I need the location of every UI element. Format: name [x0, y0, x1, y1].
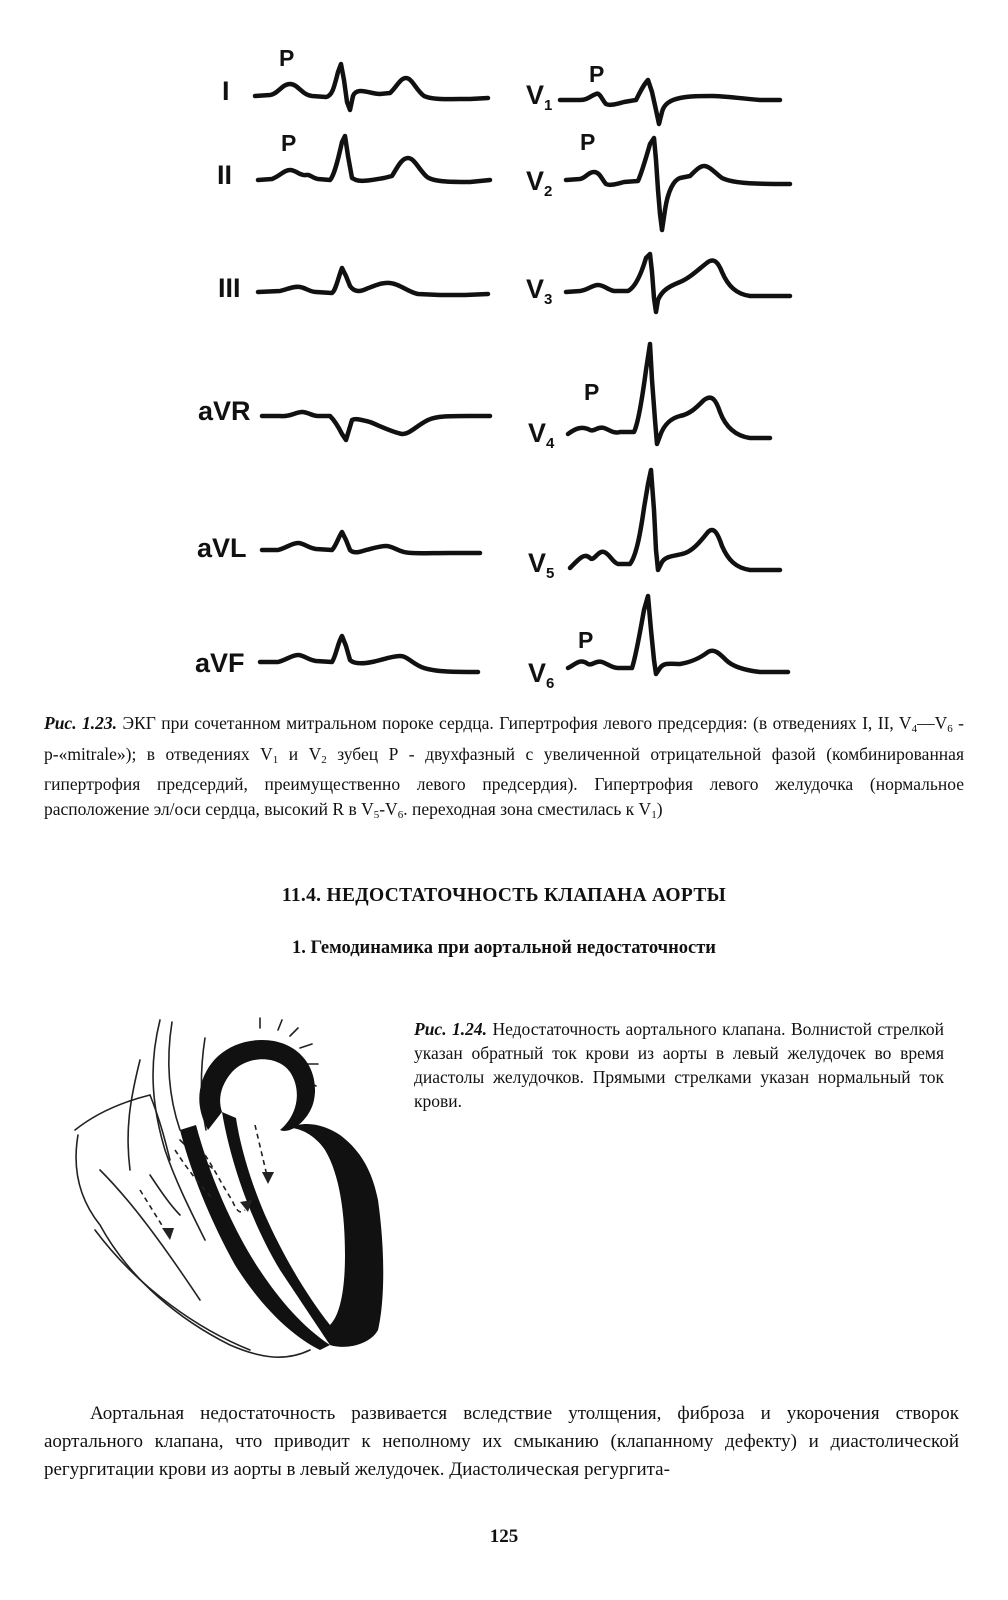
- ecg-trace-V6: [568, 596, 788, 674]
- p-wave-label-II: P: [281, 130, 297, 156]
- ecg-trace-V3: [566, 254, 790, 312]
- lead-label-aVF: aVF: [195, 648, 245, 678]
- lead-label-V6: $V_6$: [528, 658, 555, 692]
- ecg-trace-aVF: [260, 636, 478, 672]
- lead-label-I: I: [222, 76, 230, 106]
- ecg-trace-V4: [568, 344, 770, 444]
- lead-label-aVL: aVL: [197, 533, 247, 563]
- aortic-insufficiency-heart-illustration: [60, 1010, 400, 1380]
- lead-label-III: III: [218, 273, 241, 303]
- page-number: 125: [489, 1526, 519, 1547]
- lead-label-V4: $V_4$: [528, 418, 555, 452]
- lead-label-V2: $V_2$: [526, 166, 553, 200]
- ecg-trace-aVL: [262, 532, 480, 553]
- ecg-trace-V5: [570, 470, 780, 570]
- lead-label-V1: $V_1$: [526, 80, 553, 114]
- lead-label-aVR: aVR: [198, 396, 251, 426]
- p-wave-label-V1: P: [589, 61, 605, 87]
- figure-label: Рис. 1.23.: [44, 713, 118, 733]
- p-wave-label-V2: P: [580, 129, 596, 155]
- lead-label-V3: $V_3$: [526, 274, 553, 308]
- section-title: 11.4. НЕДОСТАТОЧНОСТЬ КЛАПАНА АОРТЫ: [281, 885, 727, 906]
- figure-label: Рис. 1.24.: [414, 1019, 488, 1039]
- ecg-trace-V1: [560, 80, 780, 124]
- lead-label-V5: $V_5$: [528, 548, 555, 582]
- p-wave-label-V4: P: [584, 379, 600, 405]
- figure-1-24-caption: Рис. 1.24. Недостаточность аортального клапана. Волнистой стрелкой указан обратный ток крови из аорты в левый желудочек во время диастолы желудочков. Прямыми стрелками указан нормальный ток крови.: [414, 1019, 944, 1111]
- p-wave-label-V6: P: [578, 627, 594, 653]
- body-paragraph: Аортальная недостаточность развивается вследствие утолщения, фиброза и укорочения створок аортального клапана, что приводит к неполному их смыканию (клапанному дефекту) и диастолической регургитации крови из аорты в левый желудочек. Диастолическая регургита-: [44, 1403, 959, 1480]
- figure-1-23-caption: Рис. 1.23. ЭКГ при сочетанном митральном пороке сердца. Гипертрофия левого предсердия: (в отведениях I, II, $V_4—V_6$ - p-«mitrale»); в отведениях $V_1$ и $V_2$ зубец Р - двухфазный с увеличенной отрицательной фазой (комбинированная гипертрофия предсердий, преимущественно левого предсердия). Гипертрофия левого желудочка (нормальное расположение эл/оси сердца, высокий R в $V_5-V_6$. переходная зона сместилась к $V_1$): [44, 713, 964, 821]
- ecg-trace-aVR: [262, 412, 490, 440]
- ecg-trace-II: [258, 136, 490, 182]
- ecg-trace-V2: [566, 138, 790, 230]
- p-wave-label-I: P: [279, 45, 295, 71]
- ecg-traces: [0, 0, 1008, 700]
- lead-label-II: II: [217, 160, 233, 190]
- ecg-trace-I: [255, 64, 488, 110]
- ecg-trace-III: [258, 268, 488, 295]
- subsection-title: 1. Гемодинамика при аортальной недостаточности: [292, 938, 716, 958]
